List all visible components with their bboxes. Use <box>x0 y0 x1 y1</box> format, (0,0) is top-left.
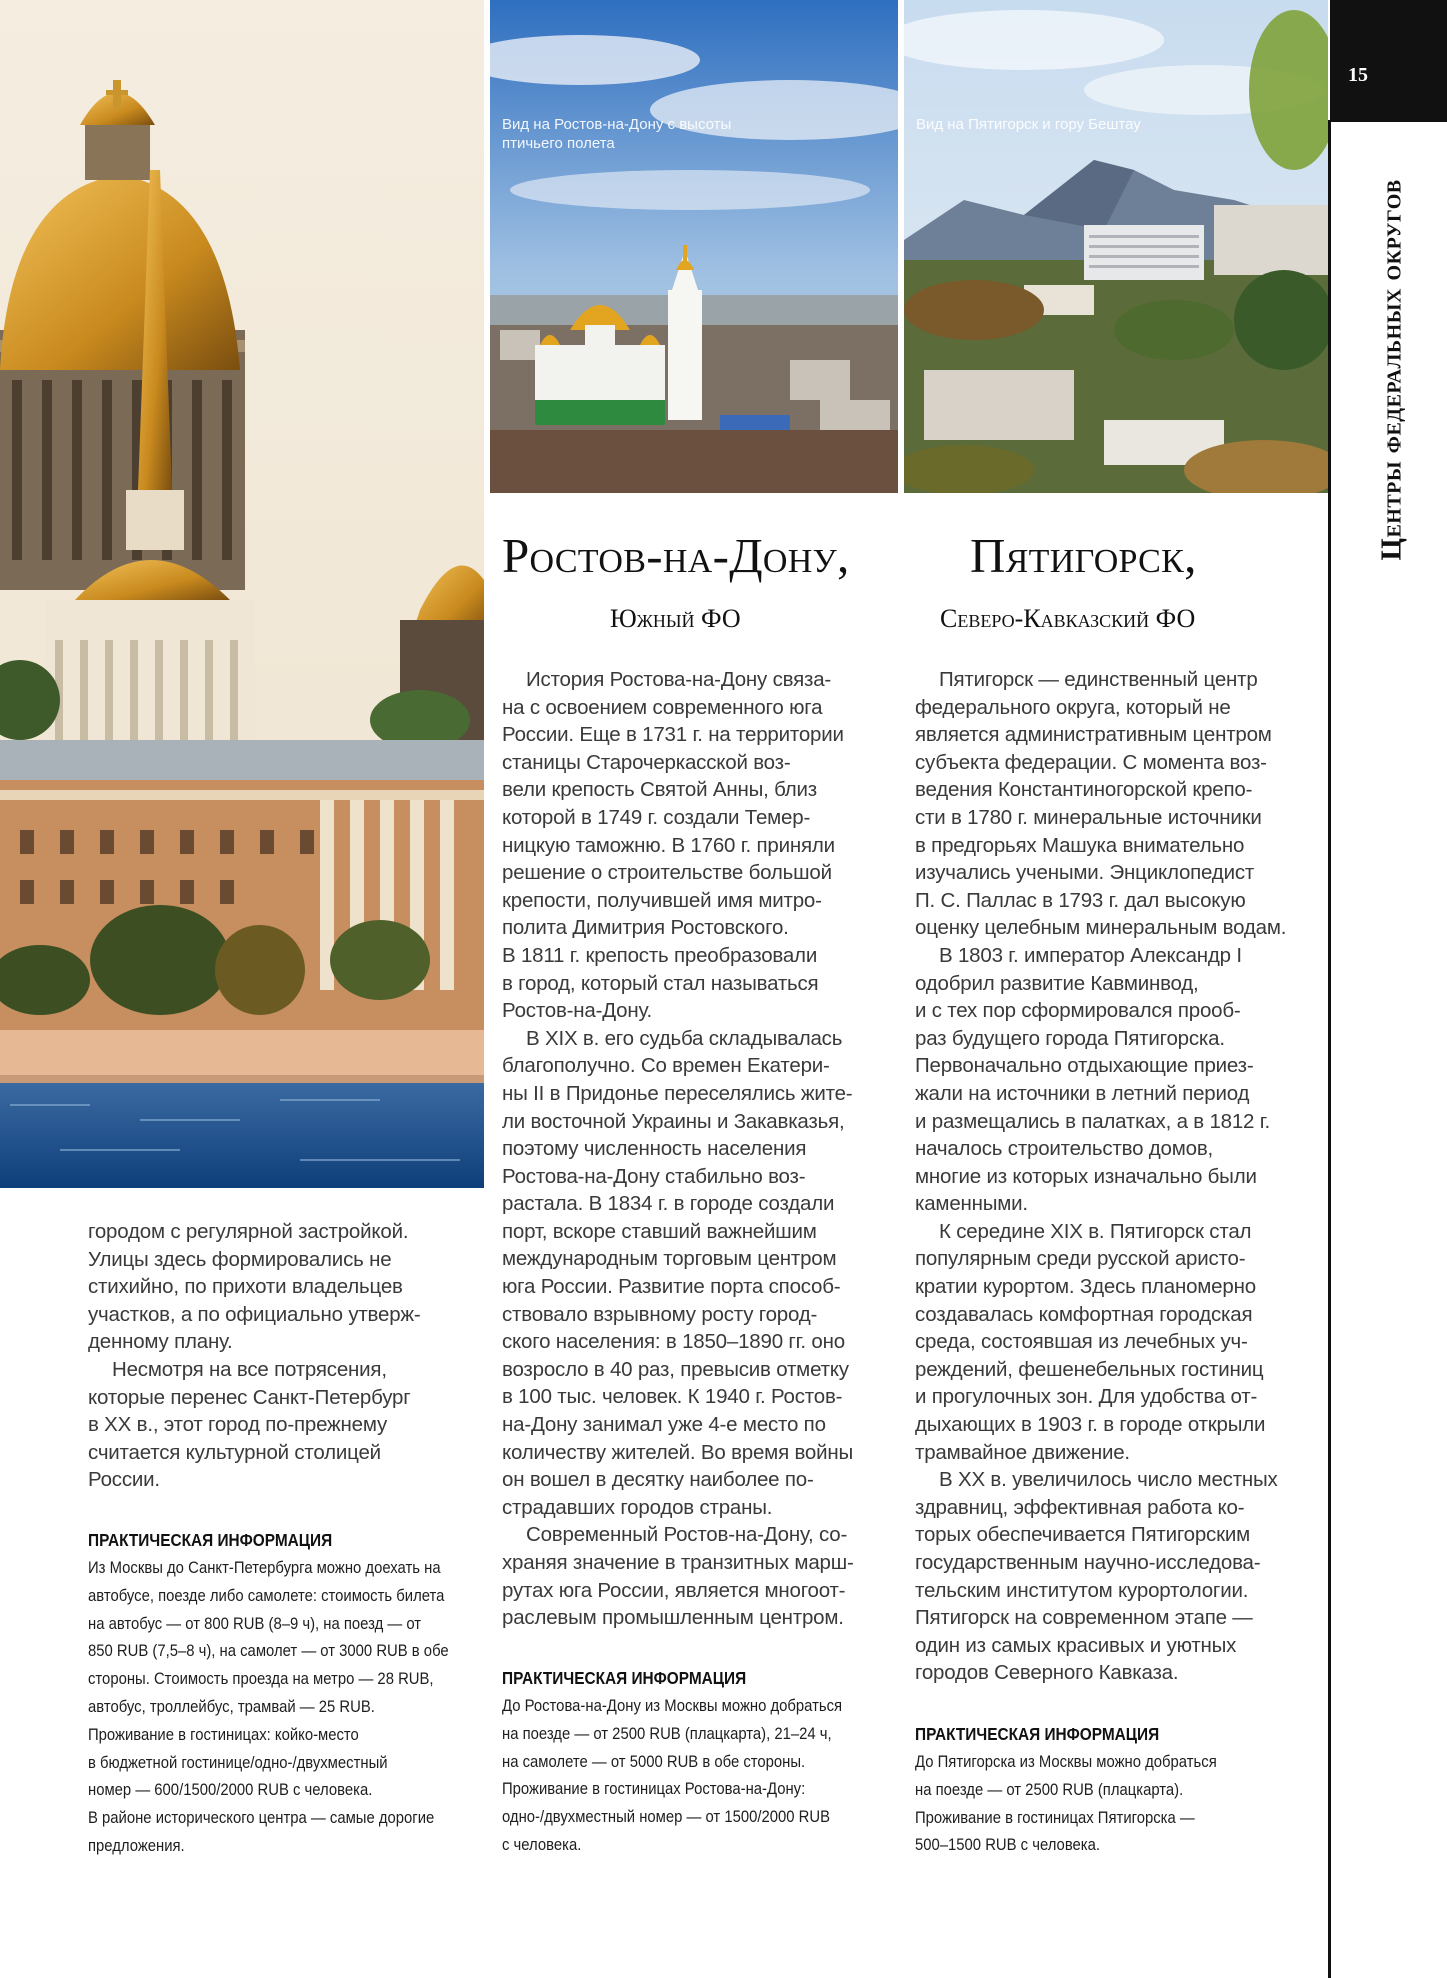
rostov-practical-text: До Ростова-на-Дону из Москвы можно добраться на поезде — от 2500 RUB (плацкарта), 21–24 ч, на самолете — от 5000 RUB в обе стороны. Проживание в гостиницах Ростова-на-Дону: одно-/двухместный номер — от 1500/2000 RUB с человека. <box>502 1697 843 1854</box>
page-number: 15 <box>1348 64 1368 86</box>
spb-body <box>88 1218 488 1494</box>
rostov-body <box>502 666 902 1632</box>
caption-rostov: Вид на Ростов-на-Дону с высоты птичьего полета <box>502 116 732 152</box>
spb-paragraph-2: Несмотря на все потрясения, которые перенес Санкт-Петербург в XX в., этот город по-прежнему считается культурной столицей России. <box>88 1357 411 1492</box>
pyatigorsk-district: Северо-Кавказский ФО <box>940 604 1196 633</box>
photo-pyatigorsk <box>904 0 1328 493</box>
pyatigorsk-practical-heading: ПРАКТИЧЕСКАЯ ИНФОРМАЦИЯ <box>915 1724 1160 1744</box>
rail-divider <box>1328 120 1331 1978</box>
rostov-practical-heading: ПРАКТИЧЕСКАЯ ИНФОРМАЦИЯ <box>502 1668 747 1688</box>
pyatigorsk-practical-text: До Пятигорска из Москвы можно добраться на поезде — от 2500 RUB (плацкарта). Проживание в гостиницах Пятигорска — 500–1500 RUB с человека. <box>915 1753 1217 1855</box>
spb-practical-text: Из Москвы до Санкт-Петербурга можно доехать на автобусе, поезде либо самолете: стоимость билета на автобус — от 800 RUB (8–9 ч), на поезд — от 850 RUB (7,5–8 ч), на самолет — от 3000 RUB в обе стороны. Стоимость проезда на метро — 28 RUB, автобус, троллейбус, трамвай — 25 RUB. Проживание в гостиницах: койко-место в бюджетной гостинице/одно-/двухместный номер — 600/1500/2000 RUB с человека. В районе исторического центра — самые дорогие предложения. <box>88 1559 449 1855</box>
pyatigorsk-paragraph-3: К середине XIX в. Пятигорск стал популярным среди русской аристо- кратии курортом. Здесь планомерно создавалась комфортная городская среда, состоявшая из лечебных уч- реждений, фешенебельных гостиниц и прогулочных зон. Для удобства от- дыхающих в 1903 г. в городе открыли трамвайное движение. <box>915 1219 1266 1464</box>
page-number-tab <box>1330 0 1447 122</box>
rostov-paragraph-4: Современный Ростов-на-Дону, со- храняя значение в транзитных марш- рутах юга России, является многоот- раслевым промышленным центром. <box>502 1523 854 1630</box>
pyatigorsk-body <box>915 666 1315 1687</box>
rostov-district: Южный ФО <box>610 604 741 633</box>
photo-st-petersburg <box>0 0 484 1188</box>
rostov-paragraph-2: В 1811 г. крепость преобразовали в город, который стал называться Ростов-на-Дону. <box>502 943 819 1023</box>
spb-practical-heading: ПРАКТИЧЕСКАЯ ИНФОРМАЦИЯ <box>88 1530 333 1550</box>
pyatigorsk-paragraph-4: В XX в. увеличилось число местных здравниц, эффективная работа ко- торых обеспечивается Пятигорским государственным научно-исследова- тельским институтом курортологии. Пятигорск на современном этапе — один из самых красивых и уютных городов Северного Кавказа. <box>915 1468 1278 1685</box>
pyatigorsk-title: Пятигорск, <box>970 528 1197 583</box>
section-title-vertical: Центры федеральных округов <box>1375 179 1408 561</box>
pyatigorsk-paragraph-1: Пятигорск — единственный центр федерального округа, который не является административным центром субъекта федерации. С момента воз- ведения Константиногорской крепо- сти в 1780 г. минеральные источники в предгорьях Машука внимательно изучались учеными. Энциклопедист П. С. Паллас в 1793 г. дал высокую оценку целебным минеральным водам. <box>915 668 1287 940</box>
rostov-paragraph-1: История Ростова-на-Дону связа- на с освоением современного юга России. Еще в 1731 г. на территории станицы Старочеркасской воз- вели крепость Святой Анны, близ которой в 1749 г. создали Темер- ницкую таможню. В 1760 г. приняли решение о строительстве большой крепости, получившей имя митро- полита Димитрия Ростовского. <box>502 668 844 940</box>
pyatigorsk-paragraph-2: В 1803 г. император Александр I одобрил развитие Кавминвод, и с тех пор сформировался прооб- раз будущего города Пятигорска. Первоначально отдыхающие приез- жали на источники в летний период и размещались в палатках, а в 1812 г. началось строительство домов, многие из которых изначально были каменными. <box>915 943 1271 1216</box>
photo-rostov <box>490 0 898 493</box>
caption-pyatigorsk: Вид на Пятигорск и гору Бештау <box>916 116 1141 133</box>
rostov-paragraph-3: В XIX в. его судьба складывалась благополучно. Со времен Екатери- ны II в Придонье переселялись жите- ли восточной Украины и Закавказья, поэтому численность населения Ростова-на-Дону стабильно воз- растала. В 1834 г. в городе создали порт, вскоре ставший важнейшим международным торговым центром юга России. Развитие порта способ- ствовало взрывному росту город- ского населения: в 1850–1890 гг. оно возросло в 40 раз, превысив отметку в 100 тыс. человек. К 1940 г. Ростов- на-Дону занимал уже 4-е место по количеству жителей. Во время войны он вошел в десятку наиболее по- страдавших городов страны. <box>502 1026 854 1519</box>
rostov-title: Ростов-на-Дону, <box>502 528 850 583</box>
spb-paragraph-1: городом с регулярной застройкой. Улицы здесь формировались не стихийно, по прихоти владельцев участков, а по официально утверж- денному плану. <box>88 1220 421 1354</box>
